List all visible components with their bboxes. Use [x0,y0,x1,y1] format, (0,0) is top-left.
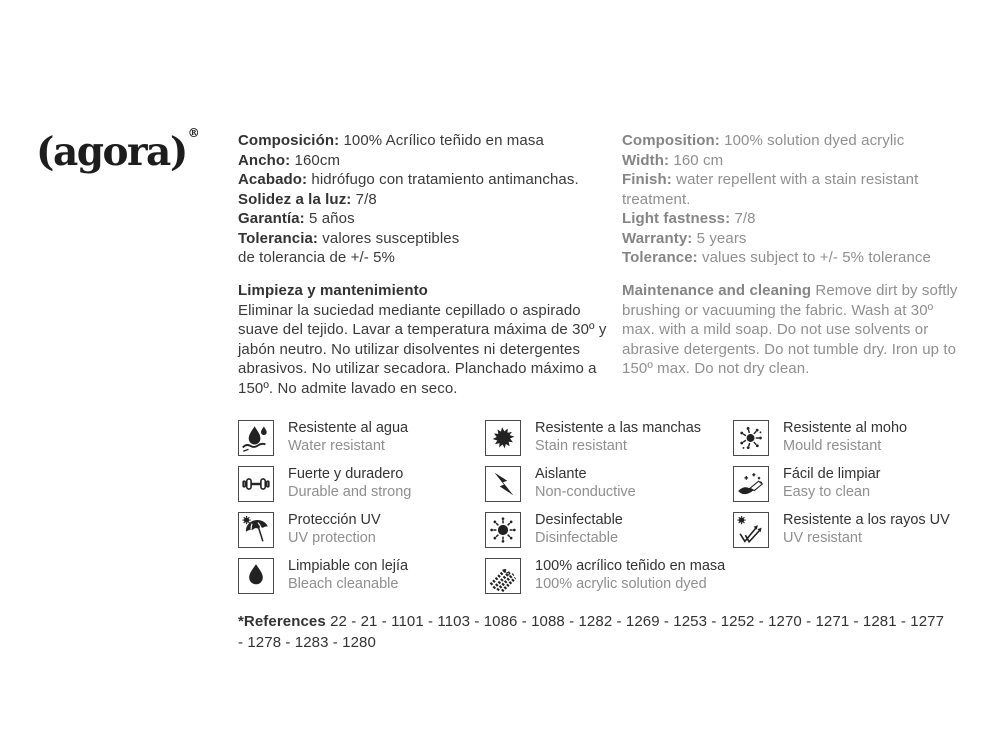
feature-column-1 [238,420,485,604]
feature-labels [535,558,725,593]
feature-stain-resistant [485,420,733,456]
spec-value: 7/8 [730,210,756,227]
spec-value: 160 cm [669,151,724,169]
feature-label-es: Resistente al agua [288,420,409,436]
feature-label-es: Limpiable con lejía [288,558,409,574]
feature-labels [783,420,907,455]
feature-label-en: 100% acrylic solution dyed [535,575,707,592]
spec-value: valores susceptibles [318,229,460,247]
feature-durable [238,466,485,502]
maintenance-title-es: Limpieza y mantenimiento [238,282,428,299]
dumbbell-icon [238,466,274,502]
feature-uv-protection [238,512,485,548]
feature-non-conductive [485,466,733,502]
feature-label-es: Desinfectable [535,512,623,528]
feature-label-en: Water resistant [288,437,385,454]
spec-line [622,229,960,249]
references-label: *References [238,613,326,630]
spec-value: values subject to +/- 5% tolerance [697,249,931,266]
spec-label: Finish: [622,171,672,188]
spec-label: Tolerance: [622,249,698,266]
references-line [238,611,946,653]
spec-line [238,151,610,171]
spec-line [238,248,610,268]
droplet-icon [238,558,274,594]
spec-value: water repellent with a stain resistant treatment. [622,171,919,208]
feature-labels [288,512,381,547]
spec-label: Tolerancia: [238,229,319,247]
spec-label: Garantía: [238,210,305,227]
maintenance-spanish [238,281,610,398]
maintenance-body-en: Remove dirt by softly brushing or vacuuming the fabric. Wash at 30º max. with a mild soap. Do not use solvents or abrasive detergents. Do not tumble dry. Iron up to 150º max. Do not dry clean. [622,282,958,377]
feature-labels [288,420,408,455]
spec-line [238,229,610,249]
spec-value: 100% Acrílico teñido en masa [339,132,544,149]
feature-label-en: Non-conductive [535,483,636,500]
feature-labels [535,466,636,501]
feature-labels [288,558,408,593]
feature-grid [238,420,960,604]
spec-value: hidrófugo con tratamiento antimanchas. [307,171,579,188]
spec-line [238,190,610,210]
hand-wipe-icon [733,466,769,502]
references-values: 22 - 21 - 1101 - 1103 - 1086 - 1088 - 1282 - 1269 - 1253 - 1252 - 1270 - 1271 - 1281 - 1277 - 1278 - 1283 - 1280 [238,613,945,651]
spec-value: 5 años [304,210,355,227]
feature-uv-resistant [733,512,960,548]
feature-water-resistant [238,420,485,456]
yarn-strands-icon [485,558,521,594]
feature-label-es: Aislante [535,466,587,482]
feature-disinfectable [485,512,733,548]
uv-rays-icon [733,512,769,548]
specs-spanish [238,131,610,268]
stain-splat-icon [485,420,521,456]
maintenance-english [622,281,960,379]
spec-value: 160cm [290,151,341,169]
registered-trademark-symbol: ® [187,126,200,140]
spec-value: 7/8 [351,190,377,208]
feature-label-es: Resistente al moho [783,420,908,436]
feature-labels [535,512,623,547]
feature-column-2 [485,420,733,604]
brand-logo [36,126,200,175]
spec-label: Acabado: [238,171,308,188]
feature-label-en: UV protection [288,529,376,546]
feature-label-es: Resistente a los rayos UV [783,512,950,528]
spec-label: Solidez a la luz: [238,190,352,208]
feature-label-es: Fácil de limpiar [783,466,881,482]
spec-label: Composition: [622,132,720,149]
spec-line [622,248,960,268]
spec-line [238,131,610,151]
feature-bleach-cleanable [238,558,485,594]
spec-value: de tolerancia de +/- 5% [238,249,395,266]
feature-label-en: UV resistant [783,529,862,546]
feature-label-en: Easy to clean [783,483,871,500]
feature-label-en: Stain resistant [535,437,627,454]
maintenance-body-es: Eliminar la suciedad mediante cepillado o aspirado suave del tejido. Lavar a temperatura máxima de 30º y jabón neutro. No utilizar disolventes ni detergentes abrasivos. No utilizar secadora. Planchado máximo a 150º. No admite lavado en seco. [238,301,607,397]
feature-label-en: Durable and strong [288,483,412,500]
lightning-icon [485,466,521,502]
feature-labels [783,512,950,547]
feature-label-es: 100% acrílico teñido en masa [535,558,726,574]
feature-label-es: Resistente a las manchas [535,420,702,436]
spec-line [622,209,960,229]
feature-mould-resistant [733,420,960,456]
feature-label-es: Fuerte y duradero [288,466,404,482]
spec-line [238,170,610,190]
specs-english [622,131,960,268]
sun-umbrella-icon [238,512,274,548]
feature-label-es: Protección UV [288,512,381,528]
spec-label: Light fastness: [622,210,731,227]
feature-label-en: Mould resistant [783,437,882,454]
germ-icon [485,512,521,548]
spec-line [622,151,960,171]
mould-spore-icon [733,420,769,456]
spec-line [238,209,610,229]
spec-label: Composición: [238,132,340,149]
spec-label: Ancho: [238,151,291,169]
spec-label: Warranty: [622,229,693,247]
feature-label-en: Bleach cleanable [288,575,399,592]
spec-line [622,170,960,209]
spec-line [622,131,960,151]
feature-labels [783,466,881,501]
feature-label-en: Disinfectable [535,529,619,546]
water-resistant-icon [238,420,274,456]
brand-logo-text: (agora) [36,129,187,175]
spec-value: 100% solution dyed acrylic [719,132,905,149]
feature-column-3 [733,420,960,604]
feature-easy-to-clean [733,466,960,502]
maintenance-title-en: Maintenance and cleaning [622,282,812,299]
feature-solution-dyed [485,558,733,594]
feature-labels [288,466,411,501]
spec-value: 5 years [692,229,747,247]
spec-label: Width: [622,151,670,169]
feature-labels [535,420,701,455]
